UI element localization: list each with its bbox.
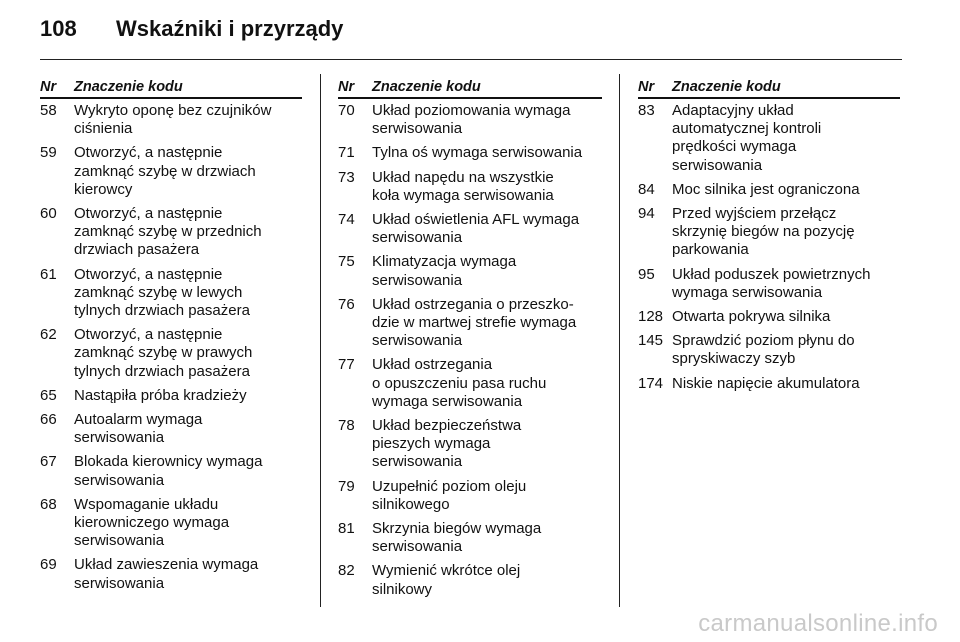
code-meaning: Tylna oś wymaga serwisowania xyxy=(372,144,583,162)
code-table-column-3 xyxy=(638,78,900,396)
code-number: 71 xyxy=(338,144,355,162)
code-meaning: Układ poduszek powietrznych wymaga serwisowania xyxy=(672,265,871,301)
table-row xyxy=(638,178,900,202)
table-row xyxy=(338,414,602,475)
code-number: 73 xyxy=(338,168,355,186)
watermark: carmanualsonline.info xyxy=(698,610,938,637)
code-number: 81 xyxy=(338,520,355,538)
code-meaning: Wymienić wkrótce olej silnikowy xyxy=(372,562,521,598)
code-number: 128 xyxy=(638,308,664,326)
code-meaning: Układ poziomowania wymaga serwisowania xyxy=(372,102,571,138)
code-meaning: Układ zawieszenia wymaga serwisowania xyxy=(74,556,259,592)
header-nr: Nr xyxy=(40,79,57,95)
table-header xyxy=(338,78,602,99)
code-meaning: Otworzyć, a następnie zamknąć szybę w drzwiach kierowcy xyxy=(74,144,256,198)
table-header xyxy=(40,78,302,99)
code-number: 76 xyxy=(338,295,355,313)
code-number: 62 xyxy=(40,326,57,344)
code-number: 95 xyxy=(638,265,655,283)
table-row xyxy=(338,353,602,414)
code-number: 60 xyxy=(40,205,57,223)
header-nr: Nr xyxy=(338,79,355,95)
header-meaning: Znaczenie kodu xyxy=(74,79,183,95)
code-meaning: Wykryto oponę bez czujników ciśnienia xyxy=(74,102,272,138)
code-meaning: Układ oświetlenia AFL wymaga serwisowania xyxy=(372,211,580,247)
code-meaning: Otwarta pokrywa silnika xyxy=(672,308,831,326)
page-header xyxy=(40,16,343,52)
code-meaning: Wspomaganie układu kierowniczego wymaga serwisowania xyxy=(74,495,230,550)
code-number: 145 xyxy=(638,332,664,350)
code-number: 59 xyxy=(40,144,57,162)
code-meaning: Przed wyjściem przełącz skrzynię biegów na pozycję parkowania xyxy=(672,205,855,259)
code-meaning: Układ ostrzegania o przeszko- dzie w martwej strefie wymaga serwisowania xyxy=(372,295,577,350)
table-row xyxy=(638,329,900,371)
code-meaning: Układ bezpieczeństwa pieszych wymaga serwisowania xyxy=(372,417,522,471)
table-row xyxy=(338,208,602,250)
code-number: 84 xyxy=(638,180,655,198)
table-header xyxy=(638,78,900,99)
code-table-column-1 xyxy=(40,78,302,596)
page-number: 108 xyxy=(40,16,77,41)
code-meaning: Układ napędu na wszystkie koła wymaga serwisowania xyxy=(372,168,554,204)
table-row xyxy=(40,141,302,202)
code-number: 67 xyxy=(40,453,57,471)
code-number: 75 xyxy=(338,253,355,271)
code-number: 66 xyxy=(40,411,57,429)
table-row xyxy=(338,250,602,292)
code-number: 68 xyxy=(40,495,57,513)
header-nr: Nr xyxy=(638,79,655,95)
column-separator xyxy=(320,74,321,607)
code-meaning: Niskie napięcie akumulatora xyxy=(672,374,860,392)
header-meaning: Znaczenie kodu xyxy=(372,79,481,95)
header-meaning: Znaczenie kodu xyxy=(672,79,781,95)
code-meaning: Otworzyć, a następnie zamknąć szybę w lewych tylnych drzwiach pasażera xyxy=(74,265,250,320)
code-number: 65 xyxy=(40,386,57,404)
table-row xyxy=(638,305,900,329)
table-row xyxy=(338,141,602,165)
code-meaning: Skrzynia biegów wymaga serwisowania xyxy=(372,520,542,556)
table-row xyxy=(638,99,900,178)
table-row xyxy=(338,99,602,141)
code-number: 82 xyxy=(338,562,355,580)
page-title: Wskaźniki i przyrządy xyxy=(116,16,344,41)
code-meaning: Blokada kierownicy wymaga serwisowania xyxy=(74,453,263,489)
code-table-column-2 xyxy=(338,78,602,602)
code-number: 61 xyxy=(40,265,57,283)
table-row xyxy=(40,553,302,595)
code-meaning: Otworzyć, a następnie zamknąć szybę w przednich drzwiach pasażera xyxy=(74,205,262,259)
code-meaning: Nastąpiła próba kradzieży xyxy=(74,386,247,404)
table-row xyxy=(638,372,900,396)
table-row xyxy=(40,450,302,492)
code-number: 174 xyxy=(638,374,664,392)
code-number: 79 xyxy=(338,477,355,495)
table-row xyxy=(338,475,602,517)
table-row xyxy=(40,408,302,450)
code-meaning: Moc silnika jest ograniczona xyxy=(672,180,860,198)
code-meaning: Autoalarm wymaga serwisowania xyxy=(74,411,203,447)
table-row xyxy=(40,493,302,554)
table-row xyxy=(40,99,302,141)
code-number: 77 xyxy=(338,356,355,374)
code-number: 70 xyxy=(338,102,355,119)
code-meaning: Układ ostrzegania o opuszczeniu pasa ruchu wymaga serwisowania xyxy=(372,356,547,410)
header-rule xyxy=(40,59,902,60)
code-meaning: Adaptacyjny układ automatycznej kontroli prędkości wymaga serwisowania xyxy=(672,102,822,174)
column-separator xyxy=(619,74,620,607)
table-row xyxy=(638,202,900,263)
code-meaning: Otworzyć, a następnie zamknąć szybę w prawych tylnych drzwiach pasażera xyxy=(74,326,253,380)
table-row xyxy=(40,323,302,384)
code-meaning: Sprawdzić poziom płynu do spryskiwaczy szyb xyxy=(672,332,855,368)
table-row xyxy=(338,293,602,354)
table-row xyxy=(40,202,302,263)
code-number: 94 xyxy=(638,205,655,223)
table-row xyxy=(40,263,302,324)
code-meaning: Klimatyzacja wymaga serwisowania xyxy=(372,253,517,289)
table-row xyxy=(338,559,602,601)
table-row xyxy=(40,384,302,408)
code-number: 83 xyxy=(638,102,655,119)
code-number: 69 xyxy=(40,556,57,574)
table-row xyxy=(338,517,602,559)
code-number: 78 xyxy=(338,417,355,435)
code-number: 74 xyxy=(338,211,355,229)
code-number: 58 xyxy=(40,102,57,119)
table-row xyxy=(338,166,602,208)
code-meaning: Uzupełnić poziom oleju silnikowego xyxy=(372,477,527,513)
table-row xyxy=(638,263,900,305)
